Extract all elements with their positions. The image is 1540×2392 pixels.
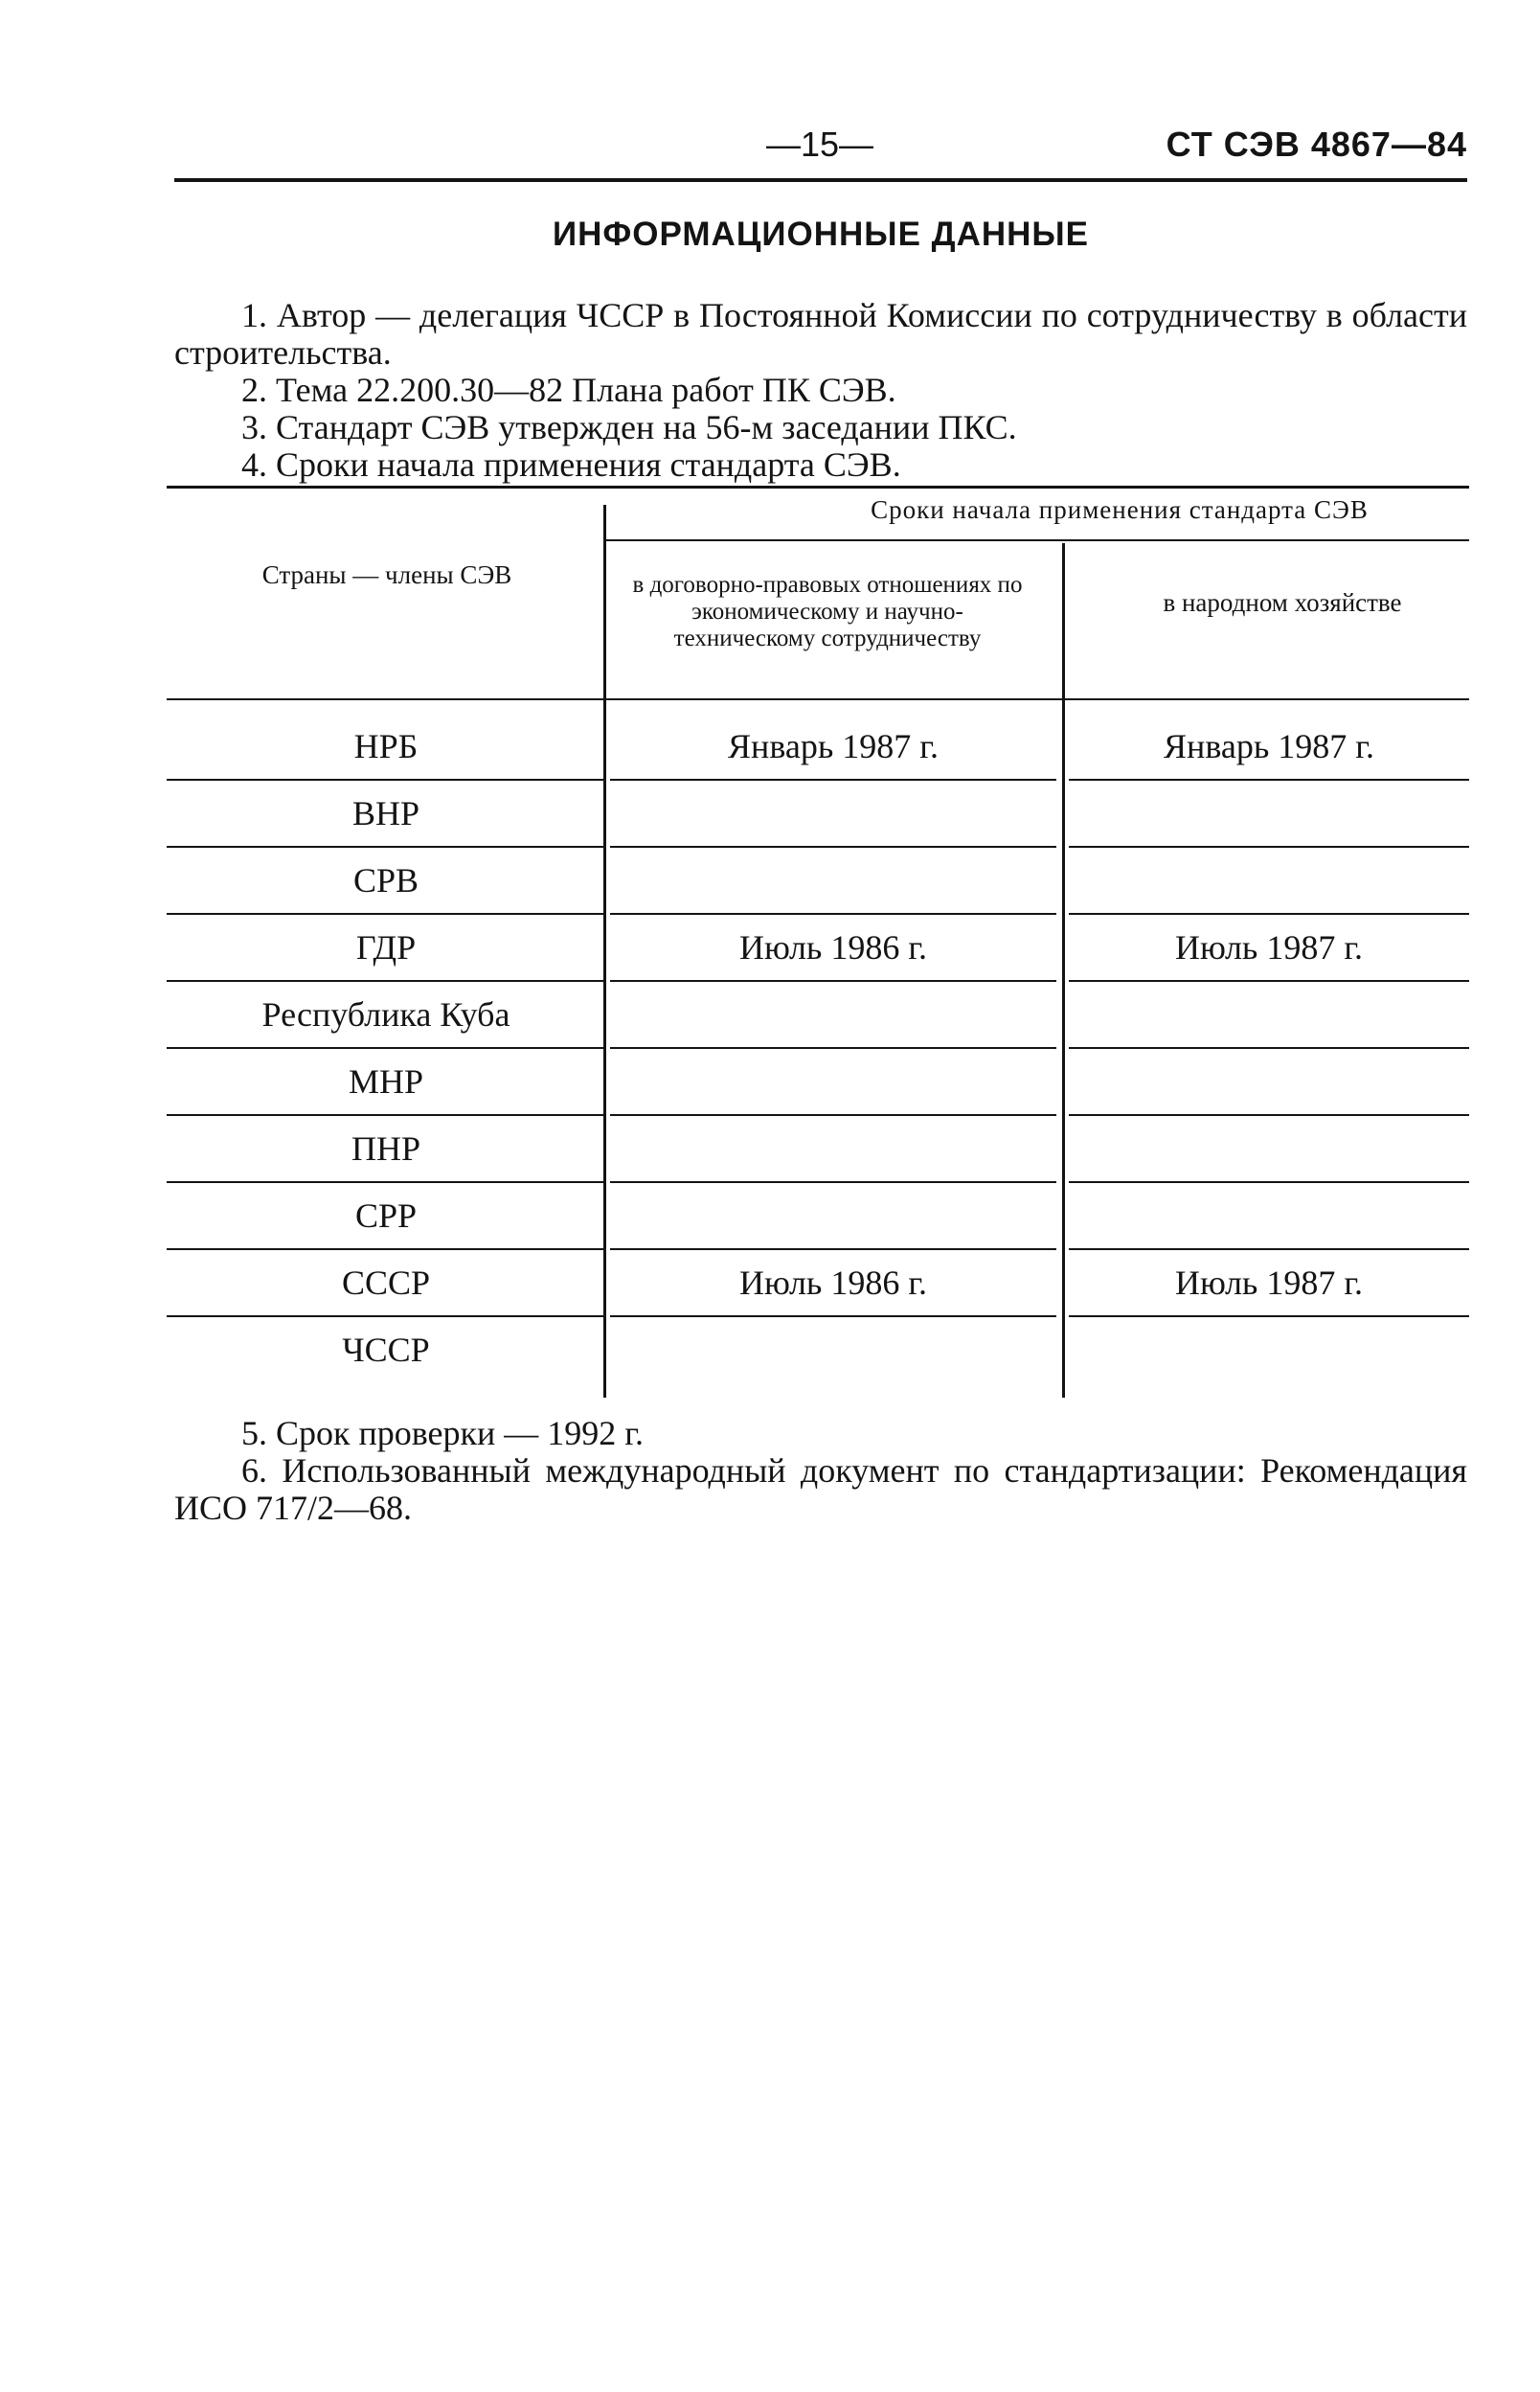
info-list-intro — [174, 297, 1467, 484]
table-row — [167, 1116, 1469, 1183]
table-row — [167, 1250, 1469, 1317]
info-item-author: 1. Автор — делегация ЧССР в Постоянной Комиссии по сотрудничеству в области строительства. — [174, 296, 1467, 372]
info-item-topic: 2. Тема 22.200.30—82 Плана работ ПК СЭВ. — [241, 371, 896, 409]
info-item-approval: 3. Стандарт СЭВ утвержден на 56-м заседании ПКС. — [241, 408, 1017, 446]
table-top-rule — [167, 486, 1469, 489]
cell-economy-date: Январь 1987 г. — [1069, 714, 1469, 781]
table-row — [167, 1317, 1469, 1384]
cell-economy-date — [1069, 848, 1469, 915]
cell-contract-date — [610, 1116, 1056, 1183]
table-row — [167, 915, 1469, 982]
table-row — [167, 982, 1469, 1049]
table-row — [167, 848, 1469, 915]
cell-contract-date — [610, 781, 1056, 848]
table-row — [167, 1183, 1469, 1250]
cell-contract-date: Июль 1986 г. — [610, 915, 1056, 982]
cell-contract-date — [610, 1183, 1056, 1250]
cell-country: ПНР — [167, 1116, 605, 1183]
cell-country: СССР — [167, 1250, 605, 1317]
cell-country: ГДР — [167, 915, 605, 982]
cell-economy-date — [1069, 982, 1469, 1049]
cell-contract-date: Июль 1986 г. — [610, 1250, 1056, 1317]
cell-economy-date — [1069, 1116, 1469, 1183]
header-bottom-rule — [167, 698, 1469, 700]
cell-economy-date — [1069, 781, 1469, 848]
cell-country: ВНР — [167, 781, 605, 848]
cell-country: СРР — [167, 1183, 605, 1250]
info-list-outro — [174, 1415, 1467, 1527]
header-economy: в народном хозяйстве — [1163, 588, 1402, 617]
cell-contract-date: Январь 1987 г. — [610, 714, 1056, 781]
cell-country: НРБ — [167, 714, 605, 781]
header-country: Страны — члены СЭВ — [261, 560, 512, 589]
implementation-dates-table — [167, 486, 1469, 1405]
cell-economy-date: Июль 1987 г. — [1069, 915, 1469, 982]
document-code: СТ СЭВ 4867—84 — [1166, 125, 1467, 164]
table-row — [167, 714, 1469, 781]
page-number: —15— — [766, 125, 874, 164]
header-contract: в договорно-правовых отношениях по экономическому и научно-техническому сотрудничеству — [632, 572, 1023, 651]
table-row — [167, 1049, 1469, 1116]
cell-economy-date — [1069, 1049, 1469, 1116]
section-title: ИНФОРМАЦИОННЫЕ ДАННЫЕ — [552, 216, 1090, 253]
info-item-review: 5. Срок проверки — 1992 г. — [241, 1414, 644, 1452]
header-group-rule — [605, 539, 1469, 541]
cell-country: Республика Куба — [167, 982, 605, 1049]
cell-contract-date — [610, 1317, 1056, 1382]
cell-economy-date — [1069, 1317, 1469, 1382]
cell-country: МНР — [167, 1049, 605, 1116]
header-group-dates: Сроки начала применения стандарта СЭВ — [871, 495, 1369, 524]
cell-contract-date — [610, 848, 1056, 915]
info-item-reference: 6. Использованный международный документ по стандартизации: Рекомендация ИСО 717/2—68. — [174, 1451, 1467, 1527]
cell-country: СРВ — [167, 848, 605, 915]
info-item-dates: 4. Сроки начала применения стандарта СЭВ. — [241, 445, 901, 484]
cell-contract-date — [610, 982, 1056, 1049]
cell-economy-date: Июль 1987 г. — [1069, 1250, 1469, 1317]
table-row — [167, 781, 1469, 848]
cell-economy-date — [1069, 1183, 1469, 1250]
page-header — [174, 123, 1467, 182]
cell-country: ЧССР — [342, 1331, 430, 1369]
cell-contract-date — [610, 1049, 1056, 1116]
